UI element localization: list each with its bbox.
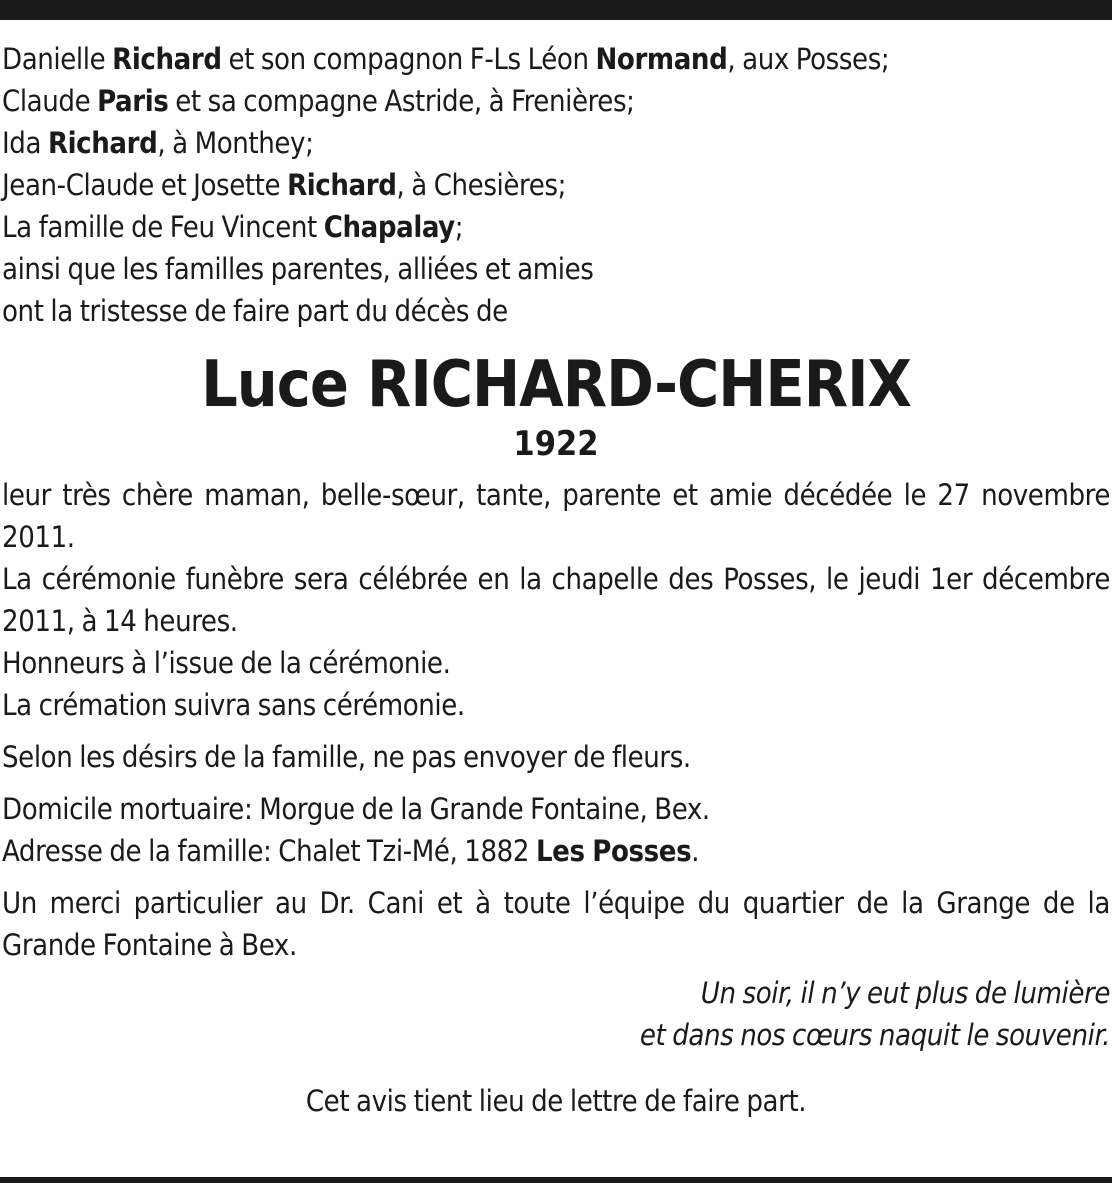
family-surname: Richard xyxy=(47,126,158,160)
birth-year: 1922 xyxy=(513,424,599,464)
family-line xyxy=(2,290,1110,332)
cremation-line: La crémation suivra sans cérémonie. xyxy=(2,688,465,722)
address-suffix: . xyxy=(691,834,700,868)
quote-line-2: et dans nos cœurs naquit le souvenir. xyxy=(639,1018,1110,1052)
family-text: , à Chesières; xyxy=(396,168,566,202)
family-line xyxy=(2,248,1110,290)
address-locality: Les Posses xyxy=(535,834,692,868)
family-text: et son compagnon F-Ls Léon xyxy=(221,42,596,76)
deceased-name-text: Luce RICHARD-CHERIX xyxy=(201,348,911,422)
family-line xyxy=(2,80,1110,122)
family-text: , à Monthey; xyxy=(157,126,314,160)
family-line xyxy=(2,38,1110,80)
family-line xyxy=(2,206,1110,248)
family-surname: Normand xyxy=(595,42,728,76)
honours-line: Honneurs à l’issue de la cérémonie. xyxy=(2,646,451,680)
family-text: ont la tristesse de faire part du décès de xyxy=(2,294,508,328)
family-list xyxy=(2,38,1110,332)
family-text: Jean-Claude et Josette xyxy=(2,168,288,202)
family-text: Danielle xyxy=(2,42,113,76)
quote-line-1: Un soir, il n’y eut plus de lumière xyxy=(700,976,1110,1010)
flowers-line: Selon les désirs de la famille, ne pas envoyer de fleurs. xyxy=(2,740,691,774)
ceremony-paragraph: La cérémonie funèbre sera célébrée en la chapelle des Posses, le jeudi 1er décembre 2011, à 14 heures. xyxy=(2,562,1110,638)
family-text: Claude xyxy=(2,84,98,118)
family-line xyxy=(2,122,1110,164)
obituary-notice xyxy=(2,38,1110,1122)
bottom-rule xyxy=(0,1177,1112,1183)
family-surname: Richard xyxy=(112,42,222,76)
family-text: ainsi que les familles parentes, alliées et amies xyxy=(2,252,594,286)
family-surname: Chapalay xyxy=(323,210,455,244)
address-line xyxy=(2,830,1110,872)
family-text: Ida xyxy=(2,126,48,160)
family-text: , aux Posses; xyxy=(727,42,890,76)
family-surname: Paris xyxy=(97,84,169,118)
address-prefix: Adresse de la famille: Chalet Tzi-Mé, 1882 xyxy=(2,834,536,868)
family-text: La famille de Feu Vincent xyxy=(2,210,324,244)
memorial-quote xyxy=(2,972,1110,1056)
top-rule xyxy=(0,0,1112,20)
family-text: ; xyxy=(454,210,464,244)
family-line xyxy=(2,164,1110,206)
family-surname: Richard xyxy=(287,168,397,202)
deceased-name xyxy=(2,350,1110,420)
thanks-paragraph: Un merci particulier au Dr. Cani et à toute l’équipe du quartier de la Grange de la Grande Fontaine à Bex. xyxy=(2,886,1110,962)
family-text: et sa compagne Astride, à Frenières; xyxy=(168,84,635,118)
domicile-line: Domicile mortuaire: Morgue de la Grande Fontaine, Bex. xyxy=(2,792,710,826)
closing-note: Cet avis tient lieu de lettre de faire part. xyxy=(305,1084,807,1118)
relation-paragraph: leur très chère maman, belle-sœur, tante, parente et amie décédée le 27 novembre 2011. xyxy=(2,478,1110,554)
